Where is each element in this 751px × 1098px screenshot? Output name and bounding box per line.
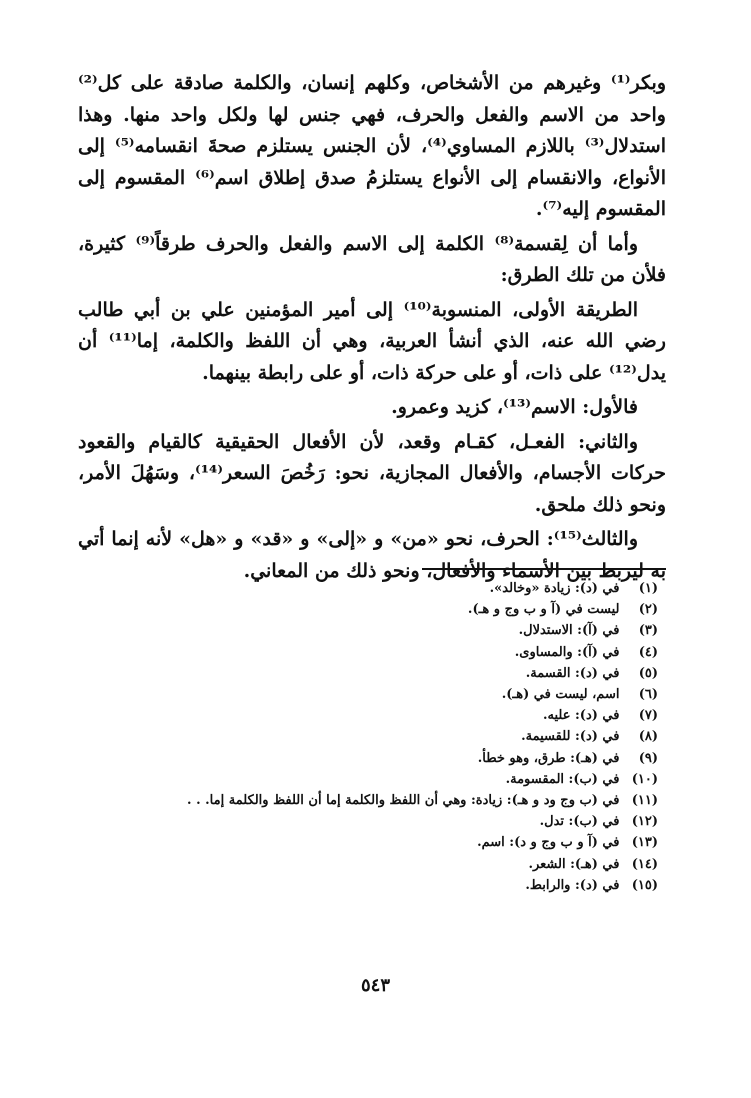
- footnote-number: (١٢): [631, 814, 658, 830]
- footnote-number: (٦): [638, 687, 658, 703]
- footnote-item: [150, 875, 658, 896]
- footnote-number: (١٣): [631, 835, 658, 851]
- footnote-item: [150, 854, 658, 875]
- footnote-text: في (ب): تدل.: [539, 814, 620, 830]
- footnotes-list: [150, 578, 658, 896]
- footnote-text: ليست في (آ و ب وج و هـ).: [467, 602, 620, 618]
- footnote-number: (٩): [638, 750, 658, 766]
- footnote-text: في (د): القسمة.: [525, 665, 620, 681]
- footnote-separator: [422, 568, 666, 570]
- footnote-number: (١): [638, 581, 658, 596]
- footnote-item: [150, 726, 658, 747]
- footnote-number: (٤): [638, 644, 658, 660]
- footnote-text: اسم، ليست في (هـ).: [501, 687, 620, 703]
- paragraph-4: فالأول: الاسم⁽¹³⁾، كزيد وعمرو.: [391, 396, 638, 418]
- footnote-item: [150, 642, 658, 663]
- footnote-item: [150, 811, 658, 832]
- footnote-text: في (هـ): الشعر.: [528, 856, 620, 872]
- footnote-item: [150, 769, 658, 790]
- footnote-text: في (آ و ب وج و د): اسم.: [477, 835, 620, 851]
- footnote-number: (٧): [638, 708, 658, 724]
- paragraph-3: الطريقة الأولى، المنسوبة⁽¹⁰⁾ إلى أمير المؤمنين علي بن أبي طالب رضي الله عنه، الذي أنشأ العربية، وهي أن اللفظ والكلمة، إما⁽¹¹⁾ أن يدل⁽¹²⁾ على ذات، أو على حركة ذات، أو على رابطة بينهما.: [78, 298, 666, 384]
- footnote-number: (١١): [631, 793, 658, 809]
- footnote-item: [150, 705, 658, 726]
- footnote-number: (١٠): [631, 771, 658, 787]
- footnote-number: (٢): [638, 602, 658, 618]
- footnote-text: في (د): للقسيمة.: [521, 729, 620, 745]
- main-text-body: [78, 68, 666, 590]
- footnote-item: [150, 663, 658, 684]
- paragraph-5: والثاني: الفعـل، كقـام وقعد، لأن الأفعال الحقيقية كالقيام والقعود حركات الأجسام، والأفعال المجازية، نحو: رَخُصَ السعر⁽¹⁴⁾، وسَهُلَ الأمر، ونحو ذلك ملحق.: [78, 430, 666, 516]
- footnote-text: في (د): والرابط.: [525, 877, 620, 893]
- paragraph-6: والثالث⁽¹⁵⁾: الحرف، نحو «من» و «إلى» و «قد» و «هل» لأنه إنما أتي به ليربط بين الأسماء والأفعال، ونحو ذلك من المعاني.: [78, 528, 666, 582]
- footnote-item: [150, 620, 658, 641]
- footnote-text: في (د): عليه.: [542, 708, 620, 724]
- footnote-number: (١٤): [631, 856, 658, 872]
- footnote-number: (٨): [638, 729, 658, 745]
- footnote-item: [150, 599, 658, 620]
- paragraph-1: وبكر⁽¹⁾ وغيرهم من الأشخاص، وكلهم إنسان، والكلمة صادقة على كل⁽²⁾ واحد من الاسم والفعل والحرف، فهي جنس لها ولكل واحد منها. وهذا استدلال⁽³⁾ باللازم المساوي⁽⁴⁾، لأن الجنس يستلزم صحةَ انقسامه⁽⁵⁾ إلى الأنواع، والانقسام إلى الأنواع يستلزمُ صدق إطلاق اسم⁽⁶⁾ المقسوم إلى المقسوم إليه⁽⁷⁾.: [78, 72, 667, 220]
- footnote-text: في (هـ): طرق، وهو خطأ.: [477, 750, 620, 766]
- footnote-number: (١٥): [631, 877, 658, 893]
- footnote-item: [150, 748, 658, 769]
- footnote-number: (٥): [638, 665, 658, 681]
- footnote-text: في (ب وج ود و هـ): زيادة: وهي أن اللفظ والكلمة إما أن اللفظ والكلمة إما. . .: [187, 793, 620, 809]
- footnote-text: في (د): زيادة «وخالد».: [489, 581, 620, 596]
- paragraph-2: وأما أن لِقسمة⁽⁸⁾ الكلمة إلى الاسم والفعل والحرف طرقاً⁽⁹⁾ كثيرة، فلأن من تلك الطرق:: [78, 232, 666, 286]
- page-number: ٥٤٣: [360, 975, 390, 996]
- footnote-item: [150, 790, 658, 811]
- footnote-item: [150, 578, 658, 599]
- footnote-number: (٣): [638, 623, 658, 639]
- footnote-text: في (آ): الاستدلال.: [518, 623, 620, 639]
- footnote-item: [150, 832, 658, 853]
- footnote-text: في (ب): المقسومة.: [505, 771, 620, 787]
- footnote-text: في (آ): والمساوى.: [514, 644, 620, 660]
- footnote-item: [150, 684, 658, 705]
